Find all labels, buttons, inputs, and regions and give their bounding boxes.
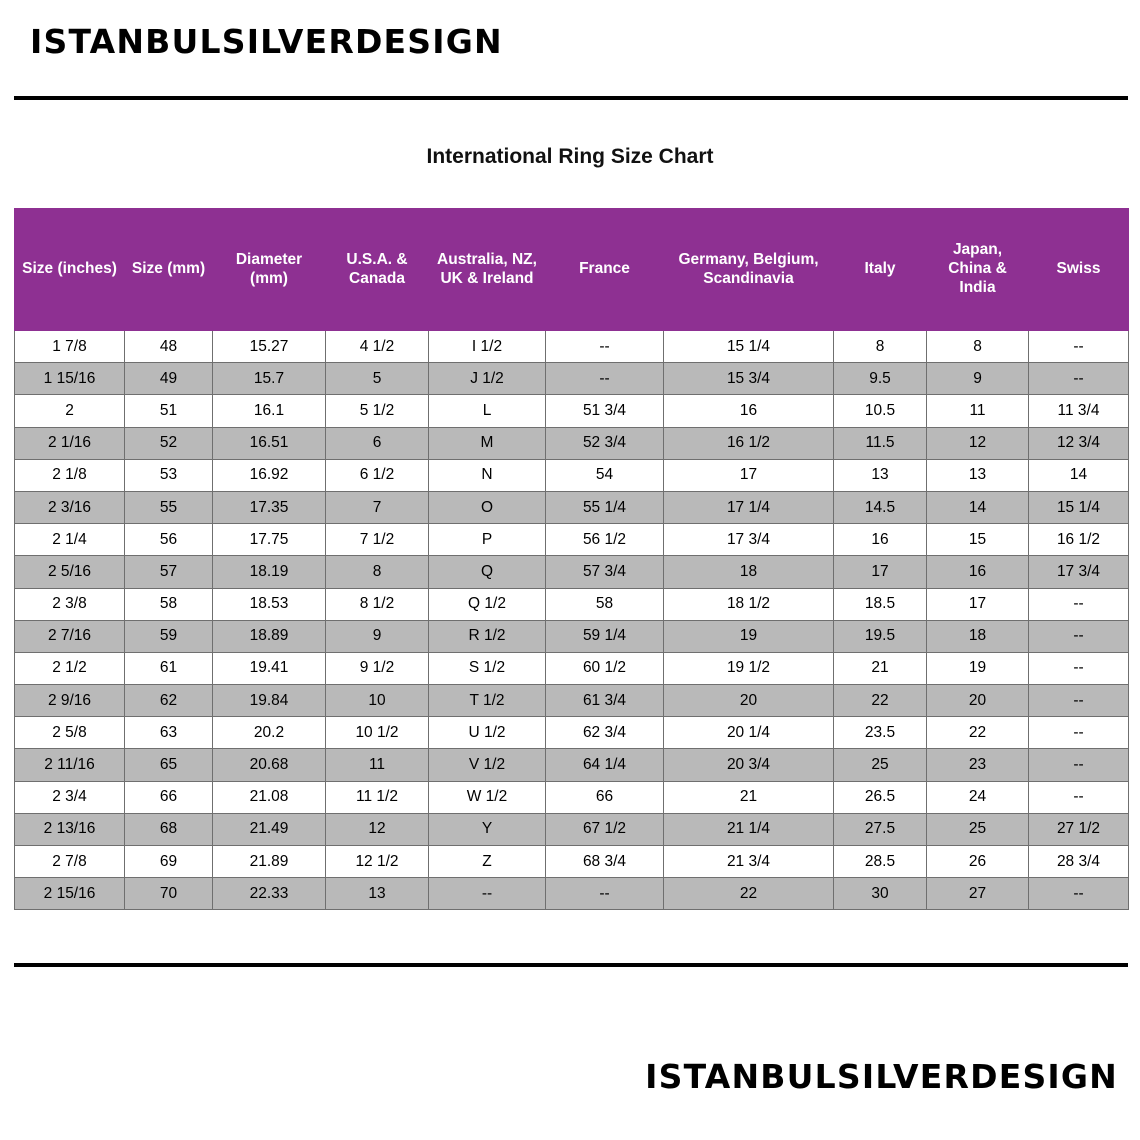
table-cell: 2 1/2 <box>15 652 125 684</box>
column-header-size-inches: Size (inches) <box>15 209 125 331</box>
table-cell: -- <box>429 878 546 910</box>
table-cell: 14 <box>927 491 1029 523</box>
table-cell: 13 <box>326 878 429 910</box>
table-cell: 55 <box>125 491 213 523</box>
table-cell: 20.2 <box>213 717 326 749</box>
table-cell: 17.75 <box>213 524 326 556</box>
table-cell: 2 1/16 <box>15 427 125 459</box>
table-cell: 26.5 <box>834 781 927 813</box>
divider-top <box>14 96 1128 100</box>
table-cell: J 1/2 <box>429 363 546 395</box>
table-row <box>15 524 1129 556</box>
table-cell: 13 <box>927 459 1029 491</box>
table-cell: 18 1/2 <box>664 588 834 620</box>
page-title: International Ring Size Chart <box>426 145 714 168</box>
table-cell: 19.84 <box>213 685 326 717</box>
table-cell: 22 <box>834 685 927 717</box>
table-cell: 20 <box>664 685 834 717</box>
column-header-size-mm: Size (mm) <box>125 209 213 331</box>
table-cell: 15 1/4 <box>1029 491 1129 523</box>
table-row <box>15 331 1129 363</box>
table-cell: 57 3/4 <box>546 556 664 588</box>
ring-size-table <box>14 208 1129 910</box>
table-cell: 15 3/4 <box>664 363 834 395</box>
table-cell: 18 <box>664 556 834 588</box>
table-cell: 58 <box>125 588 213 620</box>
table-cell: V 1/2 <box>429 749 546 781</box>
table-cell: 14 <box>1029 459 1129 491</box>
table-cell: Y <box>429 813 546 845</box>
table-cell: 7 1/2 <box>326 524 429 556</box>
table-cell: 17 3/4 <box>1029 556 1129 588</box>
table-cell: 60 1/2 <box>546 652 664 684</box>
table-cell: 9 1/2 <box>326 652 429 684</box>
table-cell: 58 <box>546 588 664 620</box>
table-row <box>15 749 1129 781</box>
table-cell: 2 7/16 <box>15 620 125 652</box>
table-cell: 1 15/16 <box>15 363 125 395</box>
table-cell: 54 <box>546 459 664 491</box>
table-cell: 2 1/4 <box>15 524 125 556</box>
table-cell: 25 <box>927 813 1029 845</box>
table-cell: 6 <box>326 427 429 459</box>
table-cell: 22 <box>927 717 1029 749</box>
column-header-japan-china-india: Japan, China & India <box>927 209 1029 331</box>
table-cell: 57 <box>125 556 213 588</box>
table-cell: 23 <box>927 749 1029 781</box>
table-cell: -- <box>1029 749 1129 781</box>
table-cell: 7 <box>326 491 429 523</box>
table-cell: 15 <box>927 524 1029 556</box>
table-cell: 51 3/4 <box>546 395 664 427</box>
table-cell: 15.7 <box>213 363 326 395</box>
table-cell: L <box>429 395 546 427</box>
table-cell: 12 1/2 <box>326 846 429 878</box>
table-cell: 9 <box>927 363 1029 395</box>
table-cell: 65 <box>125 749 213 781</box>
table-cell: 18.89 <box>213 620 326 652</box>
table-row <box>15 652 1129 684</box>
table-cell: 27 1/2 <box>1029 813 1129 845</box>
table-cell: 20 3/4 <box>664 749 834 781</box>
table-cell: 53 <box>125 459 213 491</box>
table-row <box>15 620 1129 652</box>
table-cell: 28.5 <box>834 846 927 878</box>
table-cell: 19.41 <box>213 652 326 684</box>
table-cell: 17 3/4 <box>664 524 834 556</box>
table-cell: 11 3/4 <box>1029 395 1129 427</box>
table-cell: 23.5 <box>834 717 927 749</box>
table-cell: -- <box>1029 652 1129 684</box>
table-cell: -- <box>1029 717 1129 749</box>
table-row <box>15 395 1129 427</box>
table-cell: 2 13/16 <box>15 813 125 845</box>
table-cell: 2 3/4 <box>15 781 125 813</box>
table-cell: 17 <box>927 588 1029 620</box>
table-cell: 62 <box>125 685 213 717</box>
table-cell: 16.1 <box>213 395 326 427</box>
column-header-australia-nz-uk-ireland: Australia, NZ, UK & Ireland <box>429 209 546 331</box>
table-cell: 68 3/4 <box>546 846 664 878</box>
table-cell: 69 <box>125 846 213 878</box>
table-cell: 8 <box>927 331 1029 363</box>
table-cell: 15.27 <box>213 331 326 363</box>
table-cell: 27 <box>927 878 1029 910</box>
table-cell: 8 1/2 <box>326 588 429 620</box>
table-cell: 21 <box>664 781 834 813</box>
table-cell: 52 <box>125 427 213 459</box>
table-cell: N <box>429 459 546 491</box>
table-cell: 64 1/4 <box>546 749 664 781</box>
table-cell: 2 5/8 <box>15 717 125 749</box>
table-cell: U 1/2 <box>429 717 546 749</box>
column-header-italy: Italy <box>834 209 927 331</box>
table-cell: 10 1/2 <box>326 717 429 749</box>
table-cell: 1 7/8 <box>15 331 125 363</box>
table-cell: 22.33 <box>213 878 326 910</box>
table-header <box>15 209 1129 331</box>
table-cell: 24 <box>927 781 1029 813</box>
table-cell: 21 3/4 <box>664 846 834 878</box>
table-cell: 2 15/16 <box>15 878 125 910</box>
column-header-swiss: Swiss <box>1029 209 1129 331</box>
table-cell: 10.5 <box>834 395 927 427</box>
column-header-france: France <box>546 209 664 331</box>
table-cell: 61 3/4 <box>546 685 664 717</box>
table-header-row <box>15 209 1129 331</box>
table-cell: 70 <box>125 878 213 910</box>
table-row <box>15 491 1129 523</box>
table-cell: 18.53 <box>213 588 326 620</box>
table-cell: 17.35 <box>213 491 326 523</box>
table-cell: -- <box>1029 588 1129 620</box>
table-cell: -- <box>546 331 664 363</box>
table-cell: 21.89 <box>213 846 326 878</box>
table-cell: 2 5/16 <box>15 556 125 588</box>
table-cell: 2 3/16 <box>15 491 125 523</box>
table-cell: 6 1/2 <box>326 459 429 491</box>
table-row <box>15 556 1129 588</box>
table-cell: 56 <box>125 524 213 556</box>
table-cell: -- <box>546 363 664 395</box>
table-cell: 16 1/2 <box>1029 524 1129 556</box>
table-cell: -- <box>1029 363 1129 395</box>
table-row <box>15 427 1129 459</box>
table-cell: -- <box>546 878 664 910</box>
table-cell: 14.5 <box>834 491 927 523</box>
table-cell: 5 <box>326 363 429 395</box>
table-cell: 55 1/4 <box>546 491 664 523</box>
table-cell: 9 <box>326 620 429 652</box>
table-cell: 2 11/16 <box>15 749 125 781</box>
table-row <box>15 813 1129 845</box>
table-cell: 51 <box>125 395 213 427</box>
table-cell: 21 <box>834 652 927 684</box>
table-cell: 18.19 <box>213 556 326 588</box>
table-cell: 19.5 <box>834 620 927 652</box>
table-cell: 56 1/2 <box>546 524 664 556</box>
table-row <box>15 685 1129 717</box>
table-cell: Z <box>429 846 546 878</box>
table-cell: -- <box>1029 331 1129 363</box>
table-cell: 9.5 <box>834 363 927 395</box>
table-cell: 2 <box>15 395 125 427</box>
table-cell: R 1/2 <box>429 620 546 652</box>
column-header-germany-belgium-scandinavia: Germany, Belgium, Scandinavia <box>664 209 834 331</box>
table-cell: 2 7/8 <box>15 846 125 878</box>
table-cell: 20 <box>927 685 1029 717</box>
brand-title-bottom: ISTANBULSILVERDESIGN <box>645 1057 1118 1096</box>
table-cell: 19 1/2 <box>664 652 834 684</box>
table-cell: 18.5 <box>834 588 927 620</box>
brand-title-top: ISTANBULSILVERDESIGN <box>30 22 503 61</box>
column-header-usa-canada: U.S.A. & Canada <box>326 209 429 331</box>
table-cell: T 1/2 <box>429 685 546 717</box>
table-cell: 11 1/2 <box>326 781 429 813</box>
table-cell: 63 <box>125 717 213 749</box>
table-row <box>15 459 1129 491</box>
table-row <box>15 781 1129 813</box>
table-cell: 12 <box>326 813 429 845</box>
table-cell: 17 1/4 <box>664 491 834 523</box>
table-cell: -- <box>1029 878 1129 910</box>
table-cell: 19 <box>927 652 1029 684</box>
table-cell: 18 <box>927 620 1029 652</box>
table-cell: 62 3/4 <box>546 717 664 749</box>
table-cell: 2 3/8 <box>15 588 125 620</box>
table-cell: 12 3/4 <box>1029 427 1129 459</box>
table-cell: 52 3/4 <box>546 427 664 459</box>
table-cell: 68 <box>125 813 213 845</box>
table-cell: 17 <box>664 459 834 491</box>
table-row <box>15 588 1129 620</box>
table-cell: M <box>429 427 546 459</box>
table-cell: 21.08 <box>213 781 326 813</box>
table-cell: O <box>429 491 546 523</box>
table-cell: -- <box>1029 620 1129 652</box>
table-cell: 4 1/2 <box>326 331 429 363</box>
table-cell: 26 <box>927 846 1029 878</box>
table-cell: 59 1/4 <box>546 620 664 652</box>
table-cell: S 1/2 <box>429 652 546 684</box>
table-body <box>15 331 1129 910</box>
table-cell: W 1/2 <box>429 781 546 813</box>
table-cell: 21 1/4 <box>664 813 834 845</box>
table-cell: 11 <box>927 395 1029 427</box>
column-header-diameter-mm: Diameter (mm) <box>213 209 326 331</box>
table-cell: 12 <box>927 427 1029 459</box>
table-cell: 16 <box>927 556 1029 588</box>
table-row <box>15 717 1129 749</box>
table-cell: 13 <box>834 459 927 491</box>
table-cell: 48 <box>125 331 213 363</box>
table-cell: 66 <box>125 781 213 813</box>
table-cell: 16 1/2 <box>664 427 834 459</box>
table-cell: 49 <box>125 363 213 395</box>
table-cell: 8 <box>834 331 927 363</box>
table-cell: 2 9/16 <box>15 685 125 717</box>
table-row <box>15 363 1129 395</box>
table-cell: 16.51 <box>213 427 326 459</box>
table-cell: 66 <box>546 781 664 813</box>
divider-bottom <box>14 963 1128 967</box>
table-cell: 16.92 <box>213 459 326 491</box>
table-cell: 20 1/4 <box>664 717 834 749</box>
table-cell: 16 <box>834 524 927 556</box>
table-cell: 2 1/8 <box>15 459 125 491</box>
table-cell: 28 3/4 <box>1029 846 1129 878</box>
table-cell: 21.49 <box>213 813 326 845</box>
table-cell: 19 <box>664 620 834 652</box>
table-cell: P <box>429 524 546 556</box>
table-cell: 10 <box>326 685 429 717</box>
table-cell: 27.5 <box>834 813 927 845</box>
table-cell: Q <box>429 556 546 588</box>
ring-size-table-container <box>14 208 1128 910</box>
table-cell: 22 <box>664 878 834 910</box>
table-cell: 67 1/2 <box>546 813 664 845</box>
table-cell: Q 1/2 <box>429 588 546 620</box>
table-cell: -- <box>1029 685 1129 717</box>
table-cell: 15 1/4 <box>664 331 834 363</box>
table-cell: 59 <box>125 620 213 652</box>
table-cell: 11 <box>326 749 429 781</box>
table-cell: -- <box>1029 781 1129 813</box>
table-cell: 25 <box>834 749 927 781</box>
table-cell: 5 1/2 <box>326 395 429 427</box>
table-row <box>15 846 1129 878</box>
table-cell: 61 <box>125 652 213 684</box>
table-cell: 30 <box>834 878 927 910</box>
table-cell: 20.68 <box>213 749 326 781</box>
table-row <box>15 878 1129 910</box>
table-cell: 11.5 <box>834 427 927 459</box>
table-cell: I 1/2 <box>429 331 546 363</box>
table-cell: 8 <box>326 556 429 588</box>
table-cell: 16 <box>664 395 834 427</box>
table-cell: 17 <box>834 556 927 588</box>
